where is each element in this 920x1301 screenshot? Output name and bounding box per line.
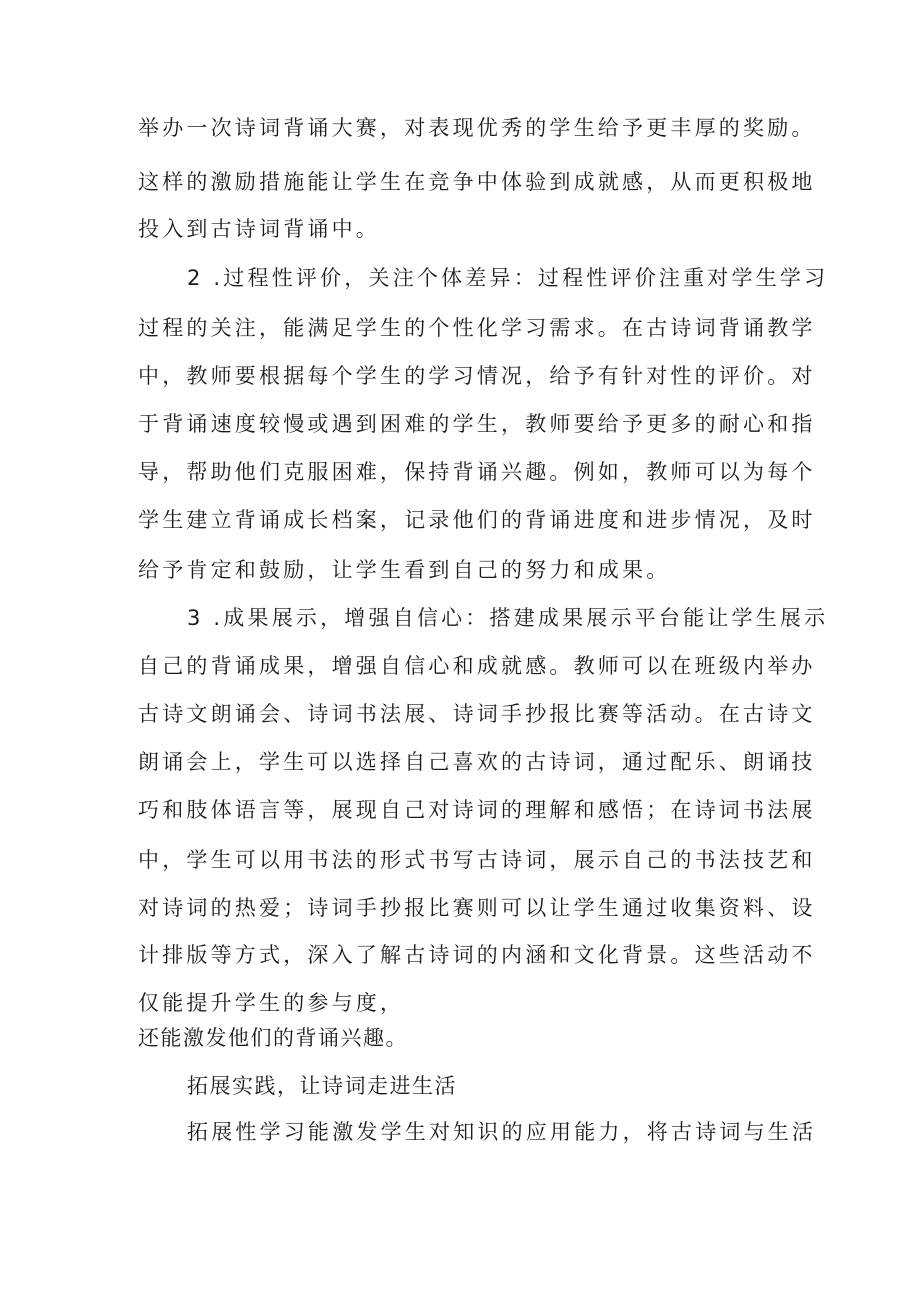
text-line: 自己的背诵成果，增强自信心和成就感。教师可以在班级内举办 (138, 654, 816, 678)
text-line: 中，学生可以用书法的形式书写古诗词，展示自己的书法技艺和 (138, 848, 816, 872)
text-line: 拓展性学习能激发学生对知识的应用能力，将古诗词与生活 (187, 1120, 817, 1144)
text-line: 给予肯定和鼓励，让学生看到自己的努力和成果。 (138, 558, 671, 582)
text-line: 导，帮助他们克服困难，保持背诵兴趣。例如，教师可以为每个 (138, 460, 816, 484)
text-line: 过程的关注，能满足学生的个性化学习需求。在古诗词背诵教学 (138, 316, 816, 340)
text-line: 古诗文朗诵会、诗词书法展、诗词手抄报比赛等活动。在古诗文 (138, 702, 816, 726)
text-line: 2 .过程性评价，关注个体差异：过程性评价注重对学生学习 (187, 266, 829, 290)
text-line: 举办一次诗词背诵大赛，对表现优秀的学生给予更丰厚的奖励。 (138, 116, 816, 140)
text-line: 3 .成果展示，增强自信心：搭建成果展示平台能让学生展示 (187, 606, 829, 630)
text-line: 还能激发他们的背诵兴趣。 (138, 1026, 408, 1050)
text-line: 这样的激励措施能让学生在竞争中体验到成就感，从而更积极地 (138, 170, 816, 194)
text-line: 中，教师要根据每个学生的学习情况，给予有针对性的评价。对 (138, 364, 816, 388)
section-heading: 拓展实践，让诗词走进生活 (187, 1074, 457, 1098)
text-line: 巧和肢体语言等，展现自己对诗词的理解和感悟；在诗词书法展 (138, 798, 816, 822)
text-line: 计排版等方式，深入了解古诗词的内涵和文化背景。这些活动不 (138, 943, 816, 967)
text-line: 对诗词的热爱；诗词手抄报比赛则可以让学生通过收集资料、设 (138, 896, 816, 920)
text-line: 朗诵会上，学生可以选择自己喜欢的古诗词，通过配乐、朗诵技 (138, 750, 816, 774)
text-line: 仅能提升学生的参与度， (138, 991, 405, 1015)
text-line: 于背诵速度较慢或遇到困难的学生，教师要给予更多的耐心和指 (138, 412, 816, 436)
text-line: 学生建立背诵成长档案，记录他们的背诵进度和进步情况，及时 (138, 508, 816, 532)
text-line: 投入到古诗词背诵中。 (138, 217, 380, 241)
